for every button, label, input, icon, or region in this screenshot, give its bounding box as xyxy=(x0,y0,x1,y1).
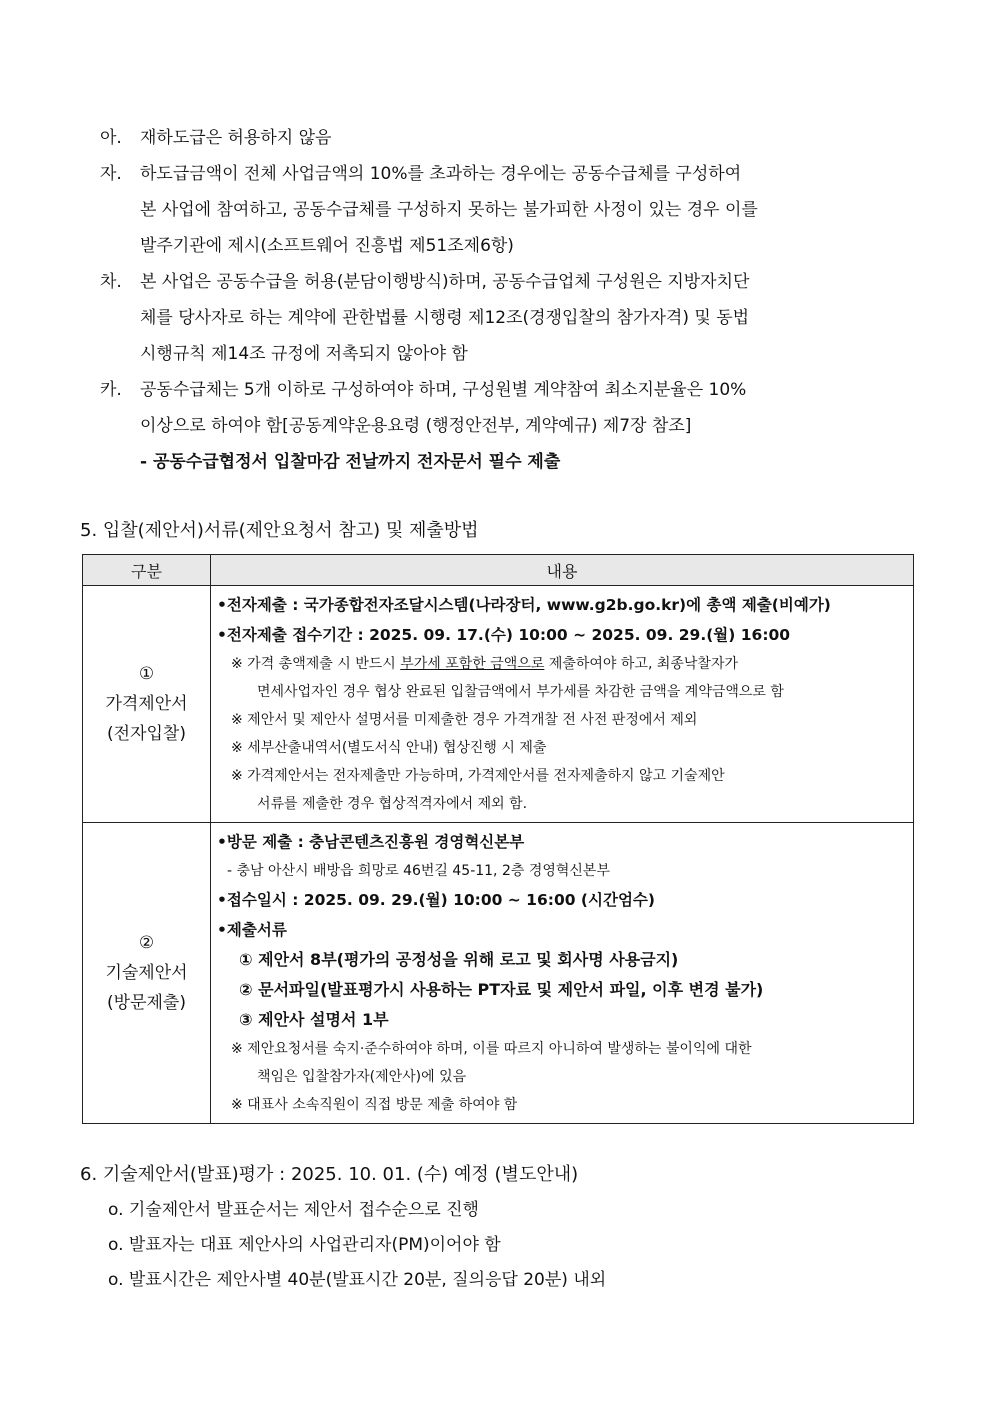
clause-text: 체를 당사자로 하는 계약에 관한법률 시행령 제12조(경쟁입찰의 참가자격) 및 동법 xyxy=(140,308,750,328)
content-line: •제출서류 xyxy=(217,921,287,939)
table-header-row xyxy=(83,555,914,586)
list-item: o. 발표자는 대표 제안사의 사업관리자(PM)이어야 함 xyxy=(108,1235,501,1255)
note-line: ※ 가격제안서는 전자제출만 가능하며, 가격제안서를 전자제출하지 않고 기술제안 xyxy=(231,768,725,784)
clause-mark: 자. xyxy=(100,164,122,184)
price-content xyxy=(211,586,914,823)
document-item: ① 제안서 8부(평가의 공정성을 위해 로고 및 회사명 사용금지) xyxy=(239,950,679,969)
note-text: ※ 가격 총액제출 시 반드시 xyxy=(231,656,401,672)
header-content: 내용 xyxy=(211,555,914,586)
content-line: •전자제출 : 국가종합전자조달시스템(나라장터, www.g2b.go.kr)에 총액 제출(비예가) xyxy=(217,596,831,614)
header-category: 구분 xyxy=(83,555,211,586)
note-line xyxy=(217,650,907,678)
clause-text: 발주기관에 제시(소프트웨어 진흥법 제51조제6항) xyxy=(140,236,514,256)
category-tech-proposal xyxy=(83,823,211,1124)
clause-text: 본 사업은 공동수급을 허용(분담이행방식)하며, 공동수급업체 구성원은 지방자치단 xyxy=(140,272,750,292)
table-row xyxy=(83,823,914,1124)
content-line: •접수일시 : 2025. 09. 29.(월) 10:00 ~ 16:00 (시간엄수) xyxy=(217,891,655,909)
clause-text: 공동수급체는 5개 이하로 구성하여야 하며, 구성원별 계약참여 최소지분율은 10% xyxy=(140,380,747,400)
clause-ka xyxy=(100,372,912,444)
list-item: o. 기술제안서 발표순서는 제안서 접수순으로 진행 xyxy=(108,1200,479,1220)
clause-text: 하도급금액이 전체 사업금액의 10%를 초과하는 경우에는 공동수급체를 구성하여 xyxy=(140,164,742,184)
note-line: 책임은 입찰참가자(제안사)에 있음 xyxy=(257,1069,467,1085)
note-underlined: 부가세 포함한 금액으로 xyxy=(400,656,545,672)
category-name: 가격제안서 xyxy=(105,694,188,714)
note-line: ※ 제안요청서를 숙지·준수하여야 하며, 이를 따르지 아니하여 발생하는 불이익에 대한 xyxy=(231,1041,752,1057)
table-row xyxy=(83,586,914,823)
note-line: ※ 대표사 소속직원이 직접 방문 제출 하여야 함 xyxy=(231,1097,518,1113)
clause-text: 시행규칙 제14조 규정에 저촉되지 않아야 함 xyxy=(140,344,468,364)
content-line: •방문 제출 : 충남콘텐츠진흥원 경영혁신본부 xyxy=(217,833,525,851)
clause-text: 이상으로 하여야 함[공동계약운용요령 (행정안전부, 계약예규) 제7장 참조] xyxy=(140,416,692,436)
content-line: - 충남 아산시 배방읍 희망로 46번길 45-11, 2층 경영혁신본부 xyxy=(227,863,610,879)
clause-cha xyxy=(100,264,912,372)
category-number: ① xyxy=(138,664,155,684)
clause-text: 본 사업에 참여하고, 공동수급체를 구성하지 못하는 불가피한 사정이 있는 경우 이를 xyxy=(140,200,758,220)
category-sub: (방문제출) xyxy=(107,993,186,1013)
clause-text: 재하도급은 허용하지 않음 xyxy=(140,128,332,148)
consortium-note: - 공동수급협정서 입찰마감 전날까지 전자문서 필수 제출 xyxy=(140,452,561,472)
document-item: ② 문서파일(발표평가시 사용하는 PT자료 및 제안서 파일, 이후 변경 불가) xyxy=(239,980,764,999)
section5-title: 5. 입찰(제안서)서류(제안요청서 참고) 및 제출방법 xyxy=(80,520,479,541)
clause-ja xyxy=(100,156,912,264)
note-line: ※ 세부산출내역서(별도서식 안내) 협상진행 시 제출 xyxy=(231,740,547,756)
category-price-proposal xyxy=(83,586,211,823)
document-item: ③ 제안사 설명서 1부 xyxy=(239,1010,389,1029)
note-line: 서류를 제출한 경우 협상적격자에서 제외 함. xyxy=(257,796,528,812)
note-line: 면세사업자인 경우 협상 완료된 입찰금액에서 부가세를 차감한 금액을 계약금액으로 함 xyxy=(257,684,784,700)
clause-mark: 아. xyxy=(100,128,122,148)
category-number: ② xyxy=(138,933,155,953)
list-item: o. 발표시간은 제안사별 40분(발표시간 20분, 질의응답 20분) 내외 xyxy=(108,1270,607,1290)
clause-mark: 차. xyxy=(100,272,122,292)
content-line: •전자제출 접수기간 : 2025. 09. 17.(수) 10:00 ~ 2025. 09. 29.(월) 16:00 xyxy=(217,626,791,644)
clause-a xyxy=(100,120,912,156)
category-sub: (전자입찰) xyxy=(107,724,186,744)
note-line: ※ 제안서 및 제안사 설명서를 미제출한 경우 가격개찰 전 사전 판정에서 제외 xyxy=(231,712,698,728)
section6-title: 6. 기술제안서(발표)평가 : 2025. 10. 01. (수) 예정 (별도안내) xyxy=(80,1164,579,1185)
tech-content xyxy=(211,823,914,1124)
category-name: 기술제안서 xyxy=(105,963,188,983)
submission-table xyxy=(82,554,914,1124)
note-text: 제출하여야 하고, 최종낙찰자가 xyxy=(544,656,738,672)
clause-mark: 카. xyxy=(100,380,122,400)
